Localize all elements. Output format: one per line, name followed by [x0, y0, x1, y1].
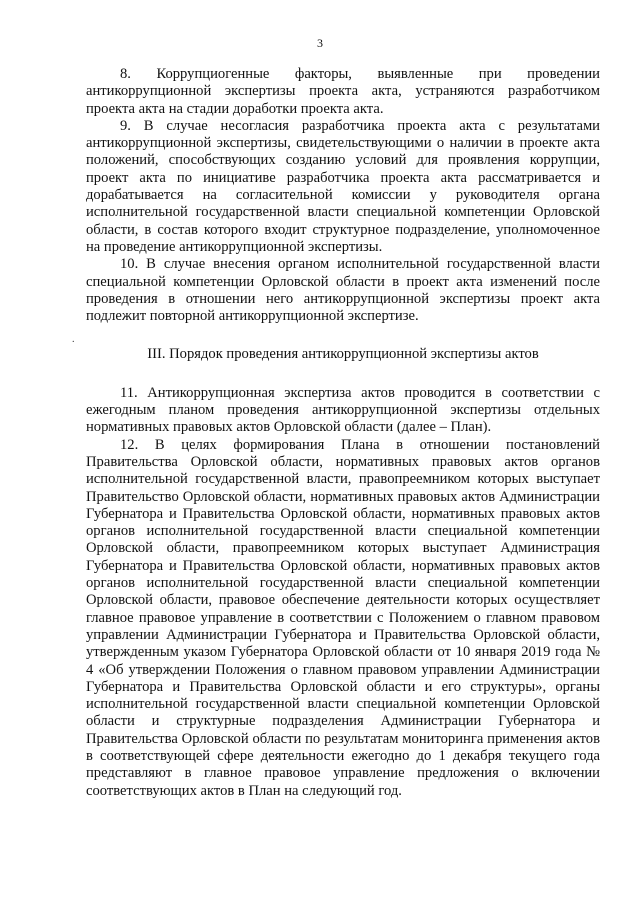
- section-title: III. Порядок проведения антикоррупционной экспертизы актов: [147, 346, 539, 363]
- paragraph-12: 12. В целях формирования Плана в отношении постановлений Правительства Орловской области, нормативных правовых актов органов исполнительной государственной власти, правопреемником которых выступает Правительство Орловской области, нормативных правовых актов Администрации Губернатора и Правительства Орловской области, нормативных правовых актов органов исполнительной государственной власти специальной компетенции Орловской области, правопреемником которых выступает Администрация Губернатора и Правительства Орловской области, нормативных правовых актов органов исполнительной государственной власти специальной компетенции Орловской области, правовое обеспечение деятельности которых осуществляет главное правовое управление в соответствии с Положением о главном правовом управлении Администрации Губернатора и Правительства Орловской области, утвержденным указом Губернатора Орловской области от 10 января 2019 года № 4 «Об утверждении Положения о главном правовом управлении Администрации Губернатора и Правительства Орловской области и его структуры», органы исполнительной государственной власти специальной компетенции Орловской области и структурные подразделения Администрации Губернатора и Правительства Орловской области по результатам мониторинга применения актов в соответствующей сфере деятельности ежегодно до 1 декабря текущего года представляют в главное правовое управление предложения о включении соответствующих актов в План на следующий год.: [86, 436, 600, 799]
- paragraph-11: 11. Антикоррупционная экспертиза актов проводится в соответствии с ежегодным планом проведения антикоррупционной экспертизы отдельных нормативных правовых актов Орловской области (далее – План).: [86, 384, 600, 436]
- margin-mark: .: [72, 334, 75, 345]
- paragraph-10: 10. В случае внесения органом исполнительной государственной власти специальной компетенции Орловской области в проект акта изменений после проведения в отношении него антикоррупционной экспертизы проект акта подлежит повторной антикоррупционной экспертизе.: [86, 256, 600, 325]
- paragraph-9: 9. В случае несогласия разработчика проекта акта с результатами антикоррупционной экспертизы, свидетельствующими о наличии в проекте акта положений, способствующих созданию условий для проявления коррупции, проект акта по инициативе разработчика проекта акта рассматривается и дорабатывается на согласительной комиссии у руководителя органа исполнительной государственной власти специальной компетенции Орловской области, в состав которого входит структурное подразделение, уполномоченное на проведение антикоррупционной экспертизы.: [86, 117, 600, 255]
- document-body: [86, 66, 600, 800]
- paragraph-8: 8. Коррупциогенные факторы, выявленные при проведении антикоррупционной экспертизы проекта акта, устраняются разработчиком проекта акта на стадии доработки проекта акта.: [86, 66, 600, 117]
- page-number: 3: [317, 36, 323, 50]
